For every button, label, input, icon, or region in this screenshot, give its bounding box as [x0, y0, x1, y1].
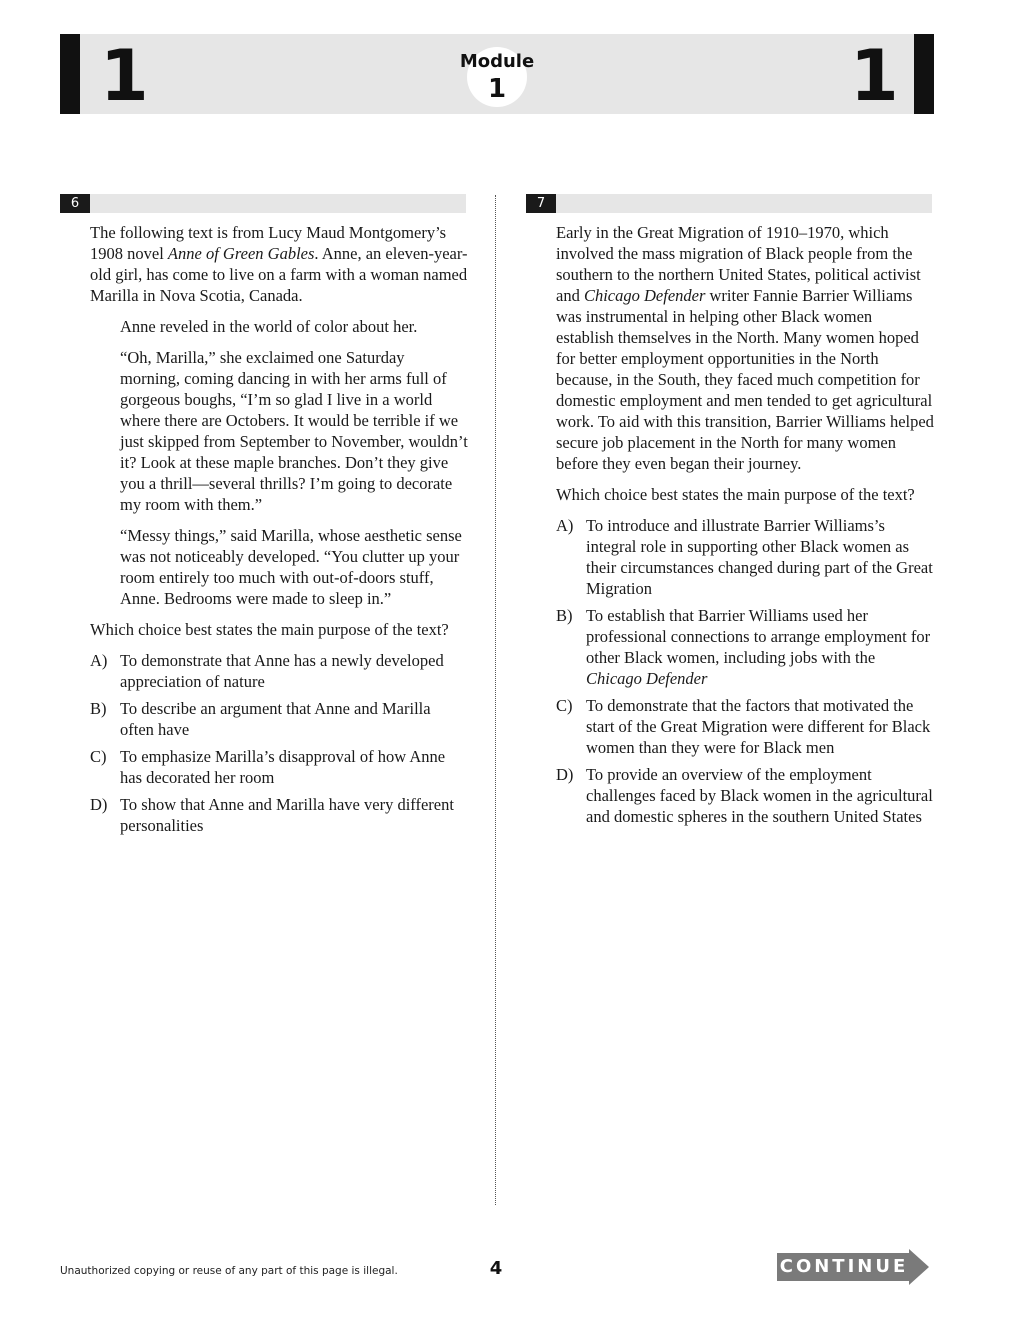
copyright-note: Unauthorized copying or reuse of any part of this page is illegal. [60, 1265, 398, 1277]
module-number: 1 [487, 74, 507, 104]
publication-title: Chicago Defender [583, 286, 706, 305]
answer-choices [90, 650, 468, 836]
column-divider [495, 195, 496, 1205]
question-6 [90, 222, 468, 842]
answer-choice-b[interactable]: B) To establish that Barrier Williams used her professional connections to arrange employment for other Black women, including jobs with the Chicago Defender [556, 606, 931, 688]
passage-intro: The following text is from Lucy Maud Montgomery’s 1908 novel Anne of Green Gables. Anne, an eleven-year-old girl, has come to live on a farm with a woman named Marilla in Nova Scotia, Canada. [90, 223, 468, 305]
header-right-bar [914, 34, 934, 114]
header-left-bar [60, 34, 80, 114]
question-number: 7 [526, 194, 556, 213]
question-prompt: Which choice best states the main purpose of the text? [90, 620, 449, 639]
question-7 [556, 222, 934, 833]
book-title: Anne of Green Gables [167, 244, 315, 263]
passage-paragraph: “Messy things,” said Marilla, whose aesthetic sense was not noticeably developed. “You clutter up your room entirely too much with out-of-doors stuff, Anne. Bedrooms were made to sleep in.” [120, 526, 462, 608]
answer-choice-a[interactable]: A) To demonstrate that Anne has a newly developed appreciation of nature [90, 651, 444, 691]
answer-choice-c[interactable]: C) To emphasize Marilla’s disapproval of how Anne has decorated her room [90, 747, 446, 787]
continue-button[interactable] [777, 1249, 929, 1285]
passage-intro: Early in the Great Migration of 1910–1970, which involved the mass migration of Black people from the southern to the northern United States, political activist and Chicago Defender writer Fannie Barrier Williams was instrumental in helping other Black women establish themselves in the North. Many women hoped for better employment opportunities in the North because, in the South, they faced much competition for domestic employment and men tended to get agricultural work. To aid with this transition, Barrier Williams helped secure job placement in the North for many women before they even began their journey. [556, 223, 934, 473]
answer-choice-d[interactable]: D) To show that Anne and Marilla have very different personalities [90, 795, 454, 835]
passage-paragraph: “Oh, Marilla,” she exclaimed one Saturday morning, coming dancing in with her arms full of gorgeous boughs, “I’m so glad I live in a world where there are Octobers. It would be terrible if we just skipped from September to November, wouldn’t it? Look at these maple branches. Don’t they give you a thrill—several thrills? I’m going to decorate my room with them.” [120, 348, 468, 514]
continue-label: CONTINUE [779, 1256, 909, 1277]
section-number-left: 1 [100, 35, 149, 117]
answer-choice-d[interactable]: D) To provide an overview of the employment challenges faced by Black women in the agricultural and domestic spheres in the southern United States [556, 765, 933, 826]
answer-choice-a[interactable]: A) To introduce and illustrate Barrier Williams’s integral role in supporting other Black women as their circumstances changed during part of the Great Migration [556, 516, 933, 598]
question-number: 6 [60, 194, 90, 213]
answer-choice-b[interactable]: B) To describe an argument that Anne and Marilla often have [90, 699, 431, 739]
passage [90, 316, 468, 609]
answer-choice-c[interactable]: C) To demonstrate that the factors that motivated the start of the Great Migration were different for Black women than they were for Black men [556, 696, 931, 757]
section-number-right: 1 [850, 35, 899, 117]
page-number: 4 [489, 1258, 503, 1279]
question-7-header [526, 194, 932, 213]
passage-paragraph: Anne reveled in the world of color about her. [120, 317, 418, 336]
answer-choices [556, 515, 934, 827]
module-label: Module [459, 51, 535, 72]
question-prompt: Which choice best states the main purpose of the text? [556, 485, 915, 504]
question-6-header [60, 194, 466, 213]
